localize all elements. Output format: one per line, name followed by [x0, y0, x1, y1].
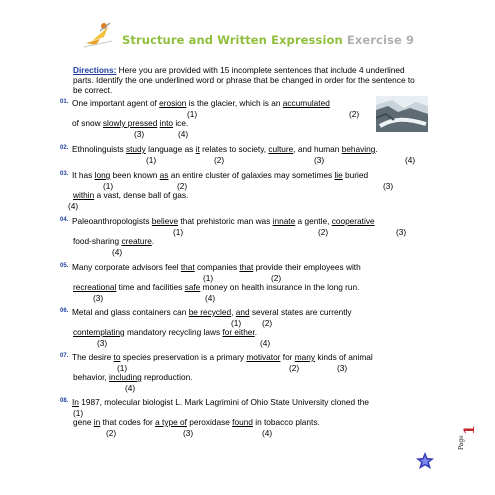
option-marker: (1): [173, 227, 184, 237]
underlined-option: creature: [121, 236, 152, 246]
underlined-option: to: [113, 352, 121, 362]
sentence-text: that codes for: [100, 417, 156, 427]
underlined-option: motivator: [246, 352, 281, 362]
sentence-text: The desire: [72, 352, 114, 362]
page-number: 1: [461, 425, 478, 435]
question-line: [73, 372, 192, 382]
question-number: 05.: [60, 263, 69, 269]
sentence-text: buried: [342, 170, 369, 180]
question-line: [72, 216, 375, 226]
directions-text: Here you are provided with 15 incomplete sentences that include 4 underlined parts. Identify the one underlined word or phrase that be changed in order for the sentence to be correct.: [73, 65, 415, 95]
option-marker: (3): [337, 363, 348, 373]
option-marker: (4): [125, 383, 136, 393]
sentence-text: 1987, molecular biologist L. Mark Lagrimini of Ohio State University cloned the: [78, 397, 369, 407]
question-line: [73, 190, 188, 200]
underlined-option: lie: [334, 170, 343, 180]
underlined-option: a type of: [155, 417, 187, 427]
title-main: Structure and Written Expression: [122, 33, 343, 47]
sentence-text: reproduction.: [141, 372, 193, 382]
sentence-text: gene: [73, 417, 94, 427]
underlined-option: including: [108, 372, 142, 382]
option-marker: (4): [68, 201, 79, 211]
underlined-option: safe: [184, 282, 201, 292]
sentence-text: ,: [231, 307, 236, 317]
underlined-option: recreational: [73, 282, 117, 292]
underlined-option: innate: [272, 216, 296, 226]
underlined-option: that: [239, 262, 254, 272]
option-marker: (2): [318, 227, 329, 237]
underlined-option: erosion: [159, 98, 187, 108]
question-line: [72, 98, 330, 108]
sentence-text: relates to society,: [199, 144, 269, 154]
sentence-text: , and human: [293, 144, 342, 154]
question-number: 06.: [60, 308, 69, 314]
underlined-option: within: [73, 190, 95, 200]
sentence-text: food-sharing: [73, 236, 122, 246]
page-title: [122, 33, 414, 47]
sentence-text: Metal and glass containers can: [72, 307, 189, 317]
option-marker: (1): [73, 408, 84, 418]
option-marker: (4): [260, 338, 271, 348]
sentence-text: time and facilities: [116, 282, 185, 292]
option-marker: (1): [117, 363, 128, 373]
directions: [73, 65, 425, 95]
glacier-image: [376, 96, 428, 132]
sentence-text: is the glacier, which is an: [186, 98, 283, 108]
sentence-text: Many corporate advisors feel: [72, 262, 181, 272]
underlined-option: In: [72, 397, 79, 407]
underlined-option: into: [159, 118, 174, 128]
option-marker: (3): [134, 129, 145, 139]
page-label: [458, 424, 488, 454]
sentence-text: behavior,: [73, 372, 109, 382]
question-number: 02.: [60, 145, 69, 151]
option-marker: (3): [396, 227, 407, 237]
underlined-option: many: [294, 352, 316, 362]
underlined-option: it: [195, 144, 200, 154]
option-marker: (2): [271, 273, 282, 283]
option-marker: (2): [262, 318, 273, 328]
option-marker: (4): [205, 293, 216, 303]
underlined-option: long: [94, 170, 111, 180]
option-marker: (2): [289, 363, 300, 373]
option-marker: (3): [383, 181, 394, 191]
underlined-option: in: [93, 417, 101, 427]
underlined-option: culture: [268, 144, 294, 154]
option-marker: (4): [178, 129, 189, 139]
sentence-text: in tobacco plants.: [252, 417, 320, 427]
underlined-option: believe: [151, 216, 179, 226]
underlined-option: found: [232, 417, 253, 427]
question-line: [73, 236, 154, 246]
option-marker: (3): [183, 428, 194, 438]
sentence-text: that prehistoric man was: [178, 216, 273, 226]
sentence-text: several states are currently: [249, 307, 352, 317]
option-marker: (2): [177, 181, 188, 191]
sentence-text: .: [375, 144, 378, 154]
question-line: [72, 118, 188, 128]
sentence-text: ice.: [173, 118, 189, 128]
underlined-option: and: [235, 307, 250, 317]
underlined-option: accumulated: [282, 98, 330, 108]
sentence-text: a gentle,: [295, 216, 332, 226]
option-marker: (2): [349, 109, 360, 119]
sentence-text: One important agent of: [72, 98, 160, 108]
question-number: 08.: [60, 398, 69, 404]
option-marker: (1): [203, 273, 214, 283]
sentence-text: .: [254, 327, 258, 337]
question-number: 03.: [60, 171, 69, 177]
underlined-option: for either: [222, 327, 255, 337]
sentence-text: been known: [110, 170, 160, 180]
star-icon: [414, 451, 436, 471]
sentence-text: It has: [72, 170, 95, 180]
sentence-text: peroxidase: [186, 417, 233, 427]
question-number: 01.: [60, 99, 69, 105]
question-number: 07.: [60, 353, 69, 359]
sentence-text: Paleoanthropologists: [72, 216, 152, 226]
sentence-text: of snow: [72, 118, 103, 128]
option-marker: (2): [106, 428, 117, 438]
sentence-text: kinds of animal: [315, 352, 373, 362]
underlined-option: slowly pressed: [102, 118, 158, 128]
question-line: [72, 262, 361, 272]
title-suffix: Exercise 9: [346, 33, 415, 47]
sentence-text: money on health insurance in the long run.: [200, 282, 360, 292]
logo-icon: [82, 19, 116, 49]
question-line: [72, 307, 352, 317]
underlined-option: cooperative: [331, 216, 375, 226]
sentence-text: language as: [145, 144, 196, 154]
question-line: [72, 170, 368, 180]
sentence-text: a vast, dense ball of gas.: [94, 190, 189, 200]
option-marker: (3): [97, 338, 108, 348]
page-word: Page: [458, 435, 465, 450]
option-marker: (2): [214, 155, 225, 165]
underlined-option: be recycled: [188, 307, 232, 317]
sentence-text: provide their employees with: [253, 262, 361, 272]
underlined-option: as: [159, 170, 169, 180]
question-line: [72, 397, 369, 407]
directions-label: Directions:: [73, 65, 117, 75]
underlined-option: study: [125, 144, 146, 154]
option-marker: (1): [187, 109, 198, 119]
question-line: [73, 417, 320, 427]
underlined-option: behaving: [341, 144, 376, 154]
option-marker: (3): [314, 155, 325, 165]
question-number: 04.: [60, 217, 69, 223]
question-line: [73, 327, 257, 337]
question-line: [73, 282, 359, 292]
sentence-text: species preservation is a primary: [120, 352, 247, 362]
question-line: [72, 352, 373, 362]
option-marker: (1): [146, 155, 157, 165]
option-marker: (3): [93, 293, 104, 303]
option-marker: (1): [103, 181, 114, 191]
sentence-text: companies: [194, 262, 240, 272]
sentence-text: .: [151, 236, 155, 246]
option-marker: (4): [262, 428, 273, 438]
option-marker: (4): [405, 155, 416, 165]
sentence-text: Ethnolinguists: [72, 144, 126, 154]
sentence-text: mandatory recycling laws: [124, 327, 223, 337]
sentence-text: an entire cluster of galaxies may sometimes: [168, 170, 335, 180]
sentence-text: for: [280, 352, 295, 362]
underlined-option: contemplating: [73, 327, 125, 337]
underlined-option: that: [180, 262, 195, 272]
option-marker: (4): [112, 247, 123, 257]
question-line: [72, 144, 378, 154]
option-marker: (1): [231, 318, 242, 328]
